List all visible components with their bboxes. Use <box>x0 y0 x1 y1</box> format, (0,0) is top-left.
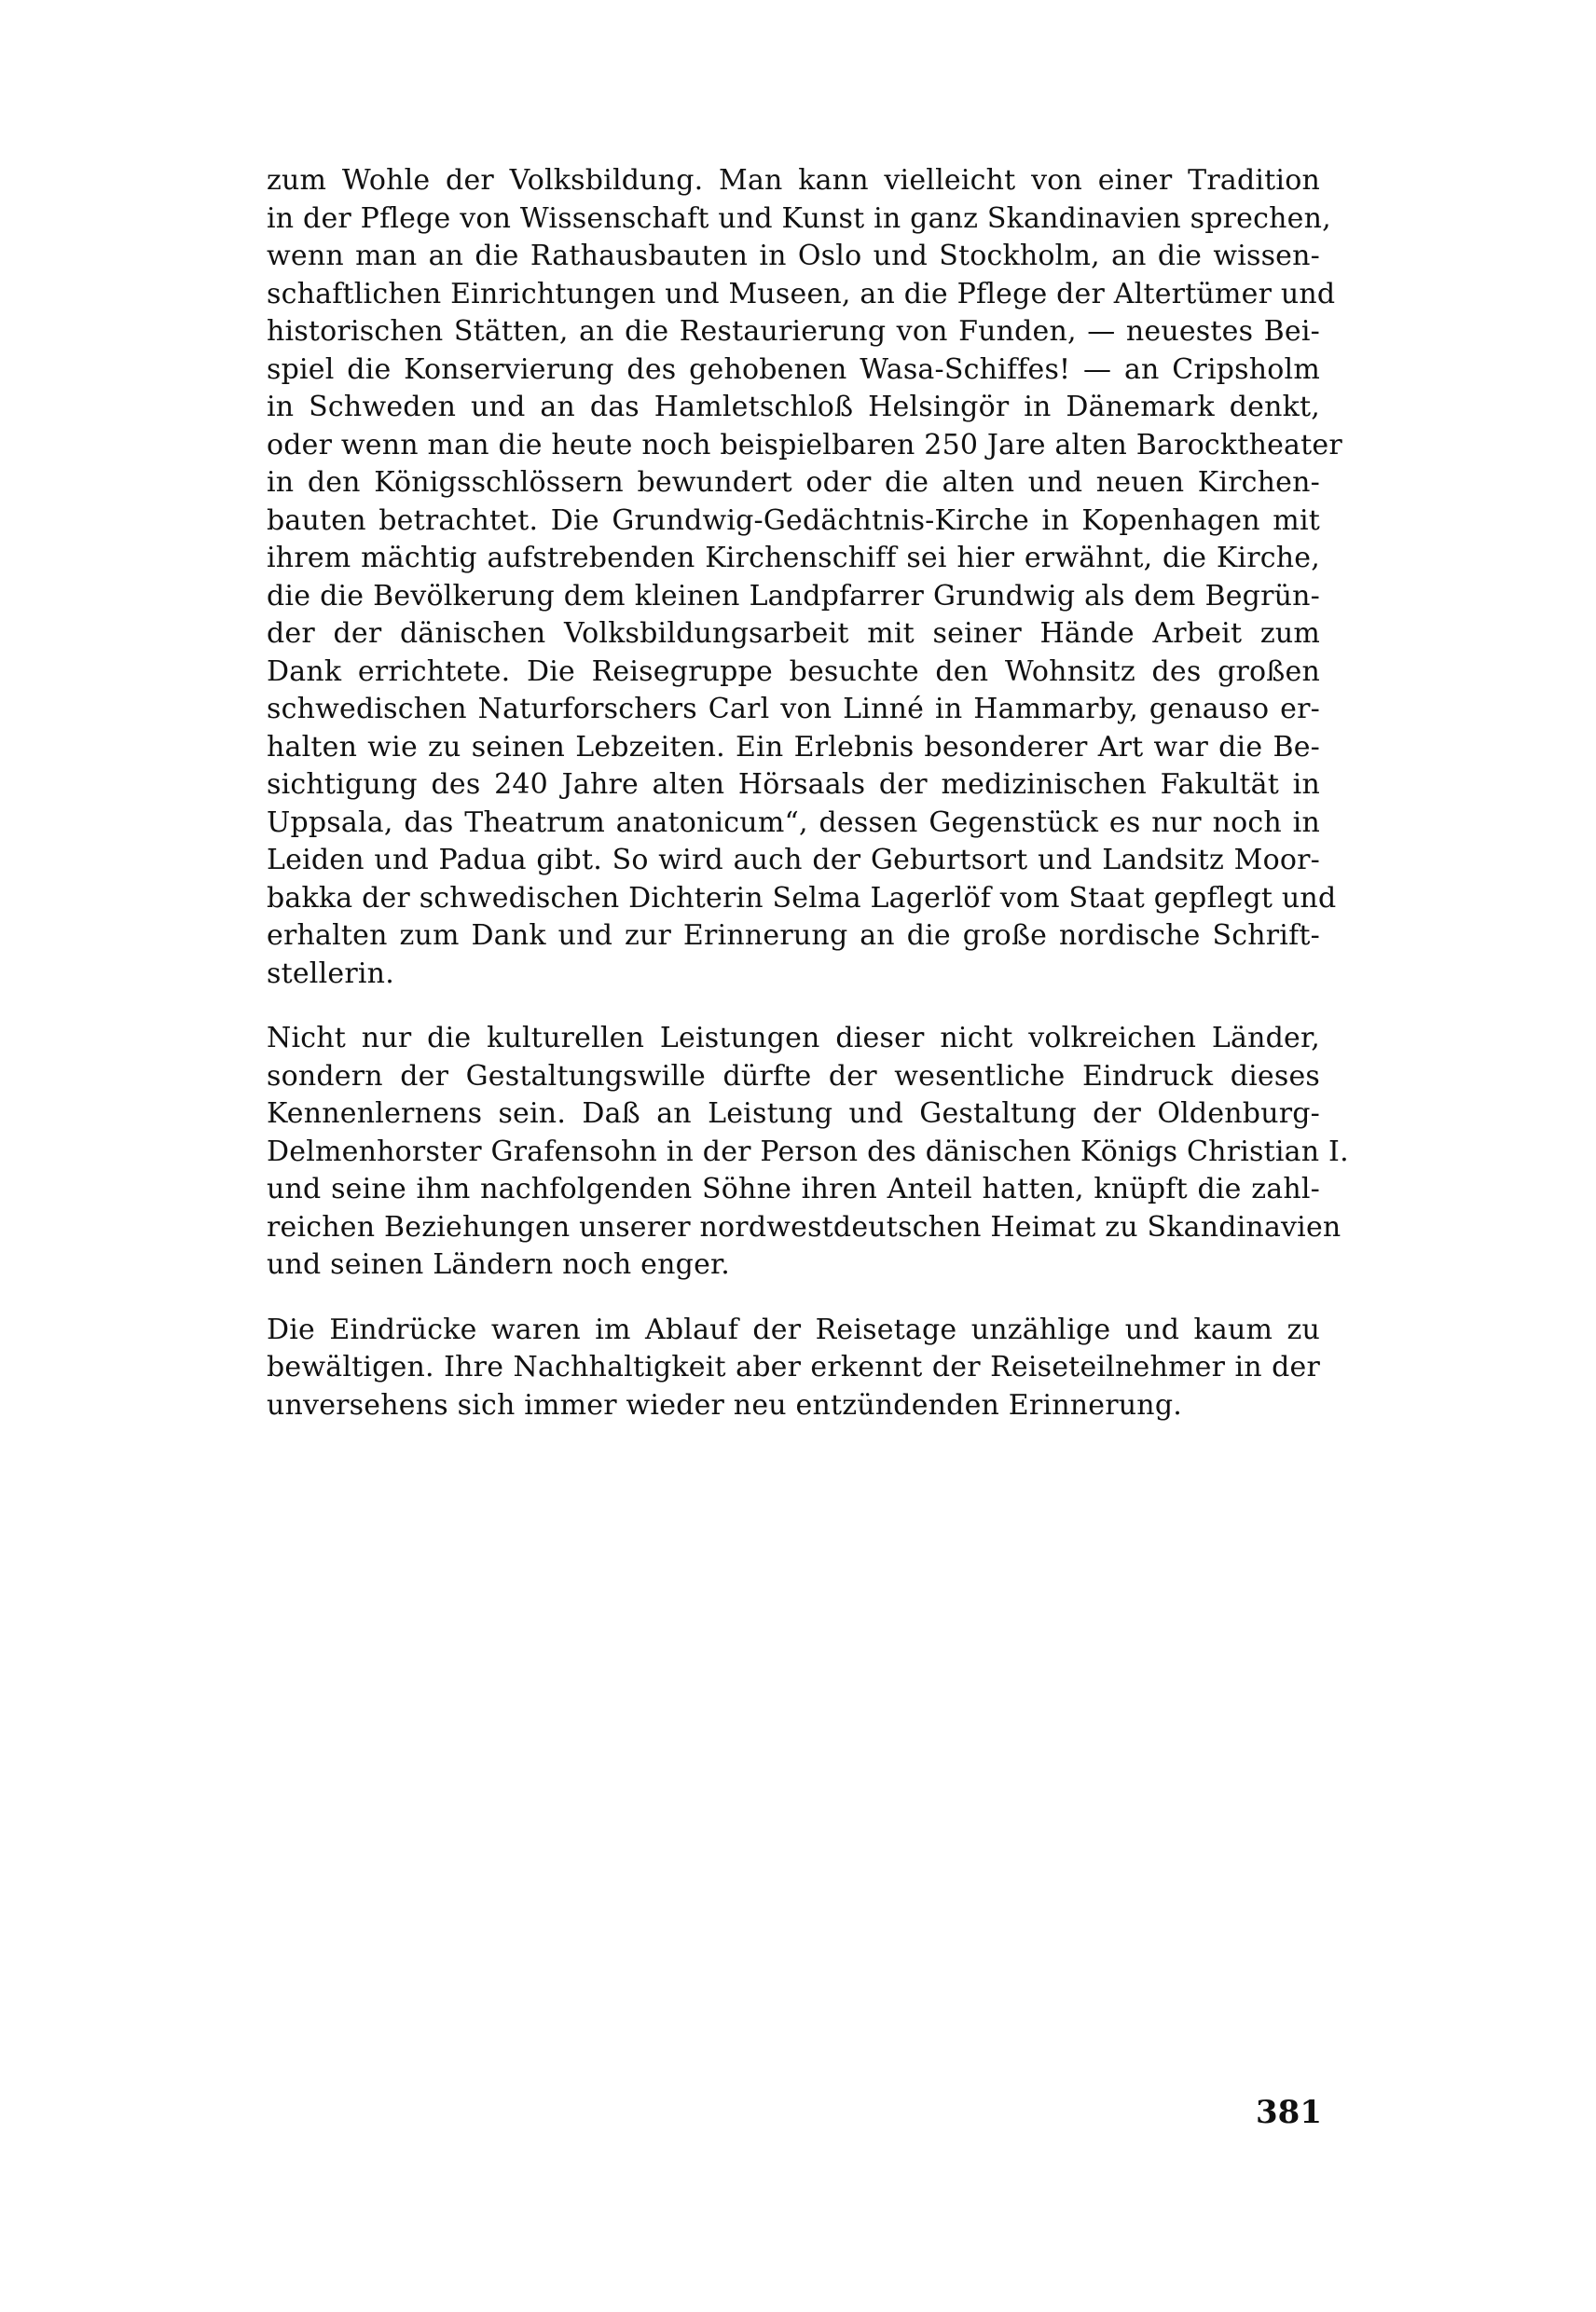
body-text <box>267 162 1349 1424</box>
text-line: bakka der schwedischen Dichterin Selma Lagerlöf vom Staat gepflegt und <box>267 881 1337 915</box>
text-line: die die Bevölkerung dem kleinen Landpfarrer Grundwig als dem Begrün- <box>267 579 1320 612</box>
text-line: Leiden und Padua gibt. So wird auch der Geburtsort und Landsitz Moor- <box>267 844 1320 876</box>
text-line: Kennenlernens sein. Daß an Leistung und Gestaltung der Oldenburg- <box>267 1097 1320 1130</box>
text-line: schaftlichen Einrichtungen und Museen, an die Pflege der Altertümer und <box>267 277 1336 310</box>
text-line: reichen Beziehungen unserer nordwestdeutschen Heimat zu Skandinavien <box>267 1210 1341 1244</box>
paragraph-1 <box>267 162 1342 993</box>
text-line: Delmenhorster Grafensohn in der Person des dänischen Königs Christian I. <box>267 1135 1349 1168</box>
text-line: Uppsala, das Theatrum anatonicum“, dessen Gegenstück es nur noch in <box>267 805 1320 839</box>
text-line: bewältigen. Ihre Nachhaltigkeit aber erkennt der Reiseteilnehmer in der <box>267 1351 1320 1383</box>
text-line: bauten betrachtet. Die Grundwig-Gedächtnis-Kirche in Kopenhagen mit <box>267 503 1320 537</box>
text-line: oder wenn man die heute noch beispielbaren 250 Jare alten Barocktheater <box>267 428 1342 461</box>
text-line: zum Wohle der Volksbildung. Man kann vielleicht von einer Tradition <box>267 164 1320 197</box>
text-line: Dank errichtete. Die Reisegruppe besuchte den Wohnsitz des großen <box>267 654 1320 688</box>
text-line: und seinen Ländern noch enger. <box>267 1248 731 1281</box>
text-line: historischen Stätten, an die Restaurierung von Funden, — neuestes Bei- <box>267 315 1320 348</box>
text-line: stellerin. <box>267 956 394 990</box>
text-line: Nicht nur die kulturellen Leistungen dieser nicht volkreichen Länder, <box>267 1022 1320 1054</box>
page-number: 381 <box>1256 2094 1322 2131</box>
text-line: der der dänischen Volksbildungsarbeit mit seiner Hände Arbeit zum <box>267 617 1320 650</box>
text-line: in der Pflege von Wissenschaft und Kunst in ganz Skandinavien sprechen, <box>267 201 1331 235</box>
text-line: Die Eindrücke waren im Ablauf der Reisetage unzählige und kaum zu <box>267 1313 1320 1346</box>
text-line: erhalten zum Dank und zur Erinnerung an die große nordische Schrift- <box>267 919 1320 952</box>
text-line: sichtigung des 240 Jahre alten Hörsaals der medizinischen Fakultät in <box>267 768 1320 801</box>
text-line: ihrem mächtig aufstrebenden Kirchenschiff sei hier erwähnt, die Kirche, <box>267 542 1320 574</box>
text-line: in Schweden und an das Hamletschloß Helsingör in Dänemark denkt, <box>267 391 1320 423</box>
text-line: wenn man an die Rathausbauten in Oslo und Stockholm, an die wissen- <box>267 240 1320 272</box>
text-line: spiel die Konservierung des gehobenen Wasa-Schiffes! — an Cripsholm <box>267 352 1320 386</box>
paragraph-3 <box>267 1312 1320 1425</box>
text-line: unversehens sich immer wieder neu entzündenden Erinnerung. <box>267 1388 1182 1422</box>
text-line: sondern der Gestaltungswille dürfte der wesentliche Eindruck dieses <box>267 1059 1320 1093</box>
text-line: in den Königsschlössern bewundert oder die alten und neuen Kirchen- <box>267 466 1320 499</box>
text-line: schwedischen Naturforschers Carl von Linné in Hammarby, genauso er- <box>267 693 1320 725</box>
paragraph-2 <box>267 1020 1349 1285</box>
text-line: halten wie zu seinen Lebzeiten. Ein Erlebnis besonderer Art war die Be- <box>267 730 1320 764</box>
text-line: und seine ihm nachfolgenden Söhne ihren Anteil hatten, knüpft die zahl- <box>267 1173 1320 1205</box>
